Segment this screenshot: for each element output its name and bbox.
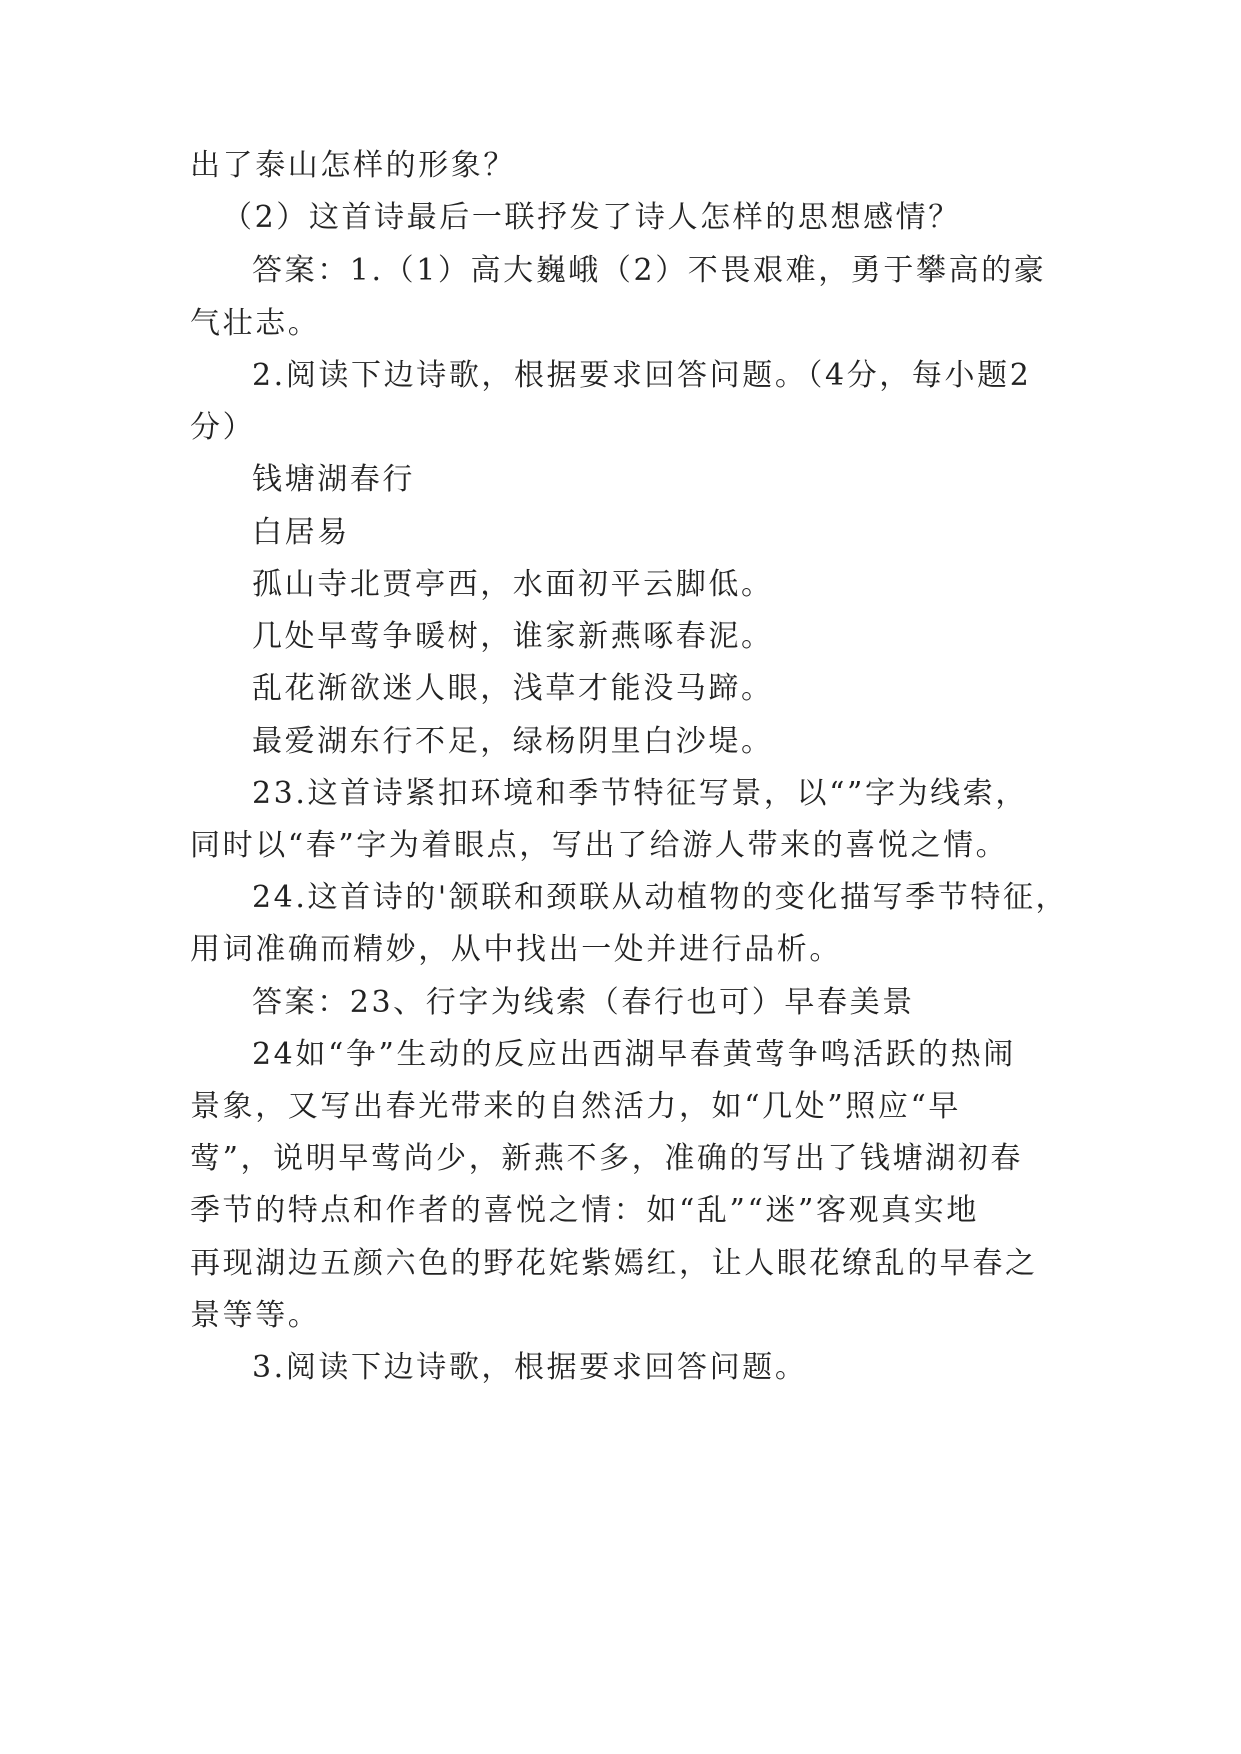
poem-line-4: 最爱湖东行不足，绿杨阴里白沙堤。 xyxy=(252,724,774,759)
answer-1-continued: 气壮志。 xyxy=(190,306,321,341)
answer-24-line-4: 季节的特点和作者的喜悦之情：如“乱”“迷”客观真实地 xyxy=(190,1193,979,1228)
poem-line-1: 孤山寺北贾亭西，水面初平云脚低。 xyxy=(252,567,774,602)
poem-line-2: 几处早莺争暖树，谁家新燕啄春泥。 xyxy=(252,619,774,654)
answer-24-line-6: 景等等。 xyxy=(190,1298,321,1333)
question-23-continued: 同时以“春”字为着眼点，写出了给游人带来的喜悦之情。 xyxy=(190,828,1009,863)
question-2-heading-continued: 分） xyxy=(190,410,256,445)
answer-24-line-2: 景象，又写出春光带来的自然活力，如“几处”照应“早 xyxy=(190,1089,962,1124)
question-2-2: （2）这首诗最后一联抒发了诗人怎样的思想感情？ xyxy=(222,200,961,235)
poem-author: 白居易 xyxy=(252,515,350,550)
answer-1: 答案：1.（1）高大巍峨（2）不畏艰难，勇于攀高的豪 xyxy=(252,253,1047,288)
question-3-heading: 3.阅读下边诗歌，根据要求回答问题。 xyxy=(252,1350,808,1385)
answer-23: 答案：23、行字为线索（春行也可）早春美景 xyxy=(252,985,915,1020)
answer-24-line-3: 莺”，说明早莺尚少，新燕不多，准确的写出了钱塘湖初春 xyxy=(190,1141,1023,1176)
question-text-continued: 出了泰山怎样的形象？ xyxy=(190,148,516,183)
poem-line-3: 乱花渐欲迷人眼，浅草才能没马蹄。 xyxy=(252,671,774,706)
question-24: 24.这首诗的'颔联和颈联从动植物的变化描写季节特征， xyxy=(252,880,1069,915)
question-23: 23.这首诗紧扣环境和季节特征写景，以“”字为线索， xyxy=(252,776,1028,811)
poem-title: 钱塘湖春行 xyxy=(252,462,415,497)
question-24-continued: 用词准确而精妙，从中找出一处并进行品析。 xyxy=(190,932,842,967)
question-2-heading: 2.阅读下边诗歌，根据要求回答问题。（4分，每小题2 xyxy=(252,358,1032,393)
answer-24: 24如“争”生动的反应出西湖早春黄莺争鸣活跃的热闹 xyxy=(252,1037,1016,1072)
answer-24-line-5: 再现湖边五颜六色的野花姹紫嫣红，让人眼花缭乱的早春之 xyxy=(190,1246,1038,1281)
